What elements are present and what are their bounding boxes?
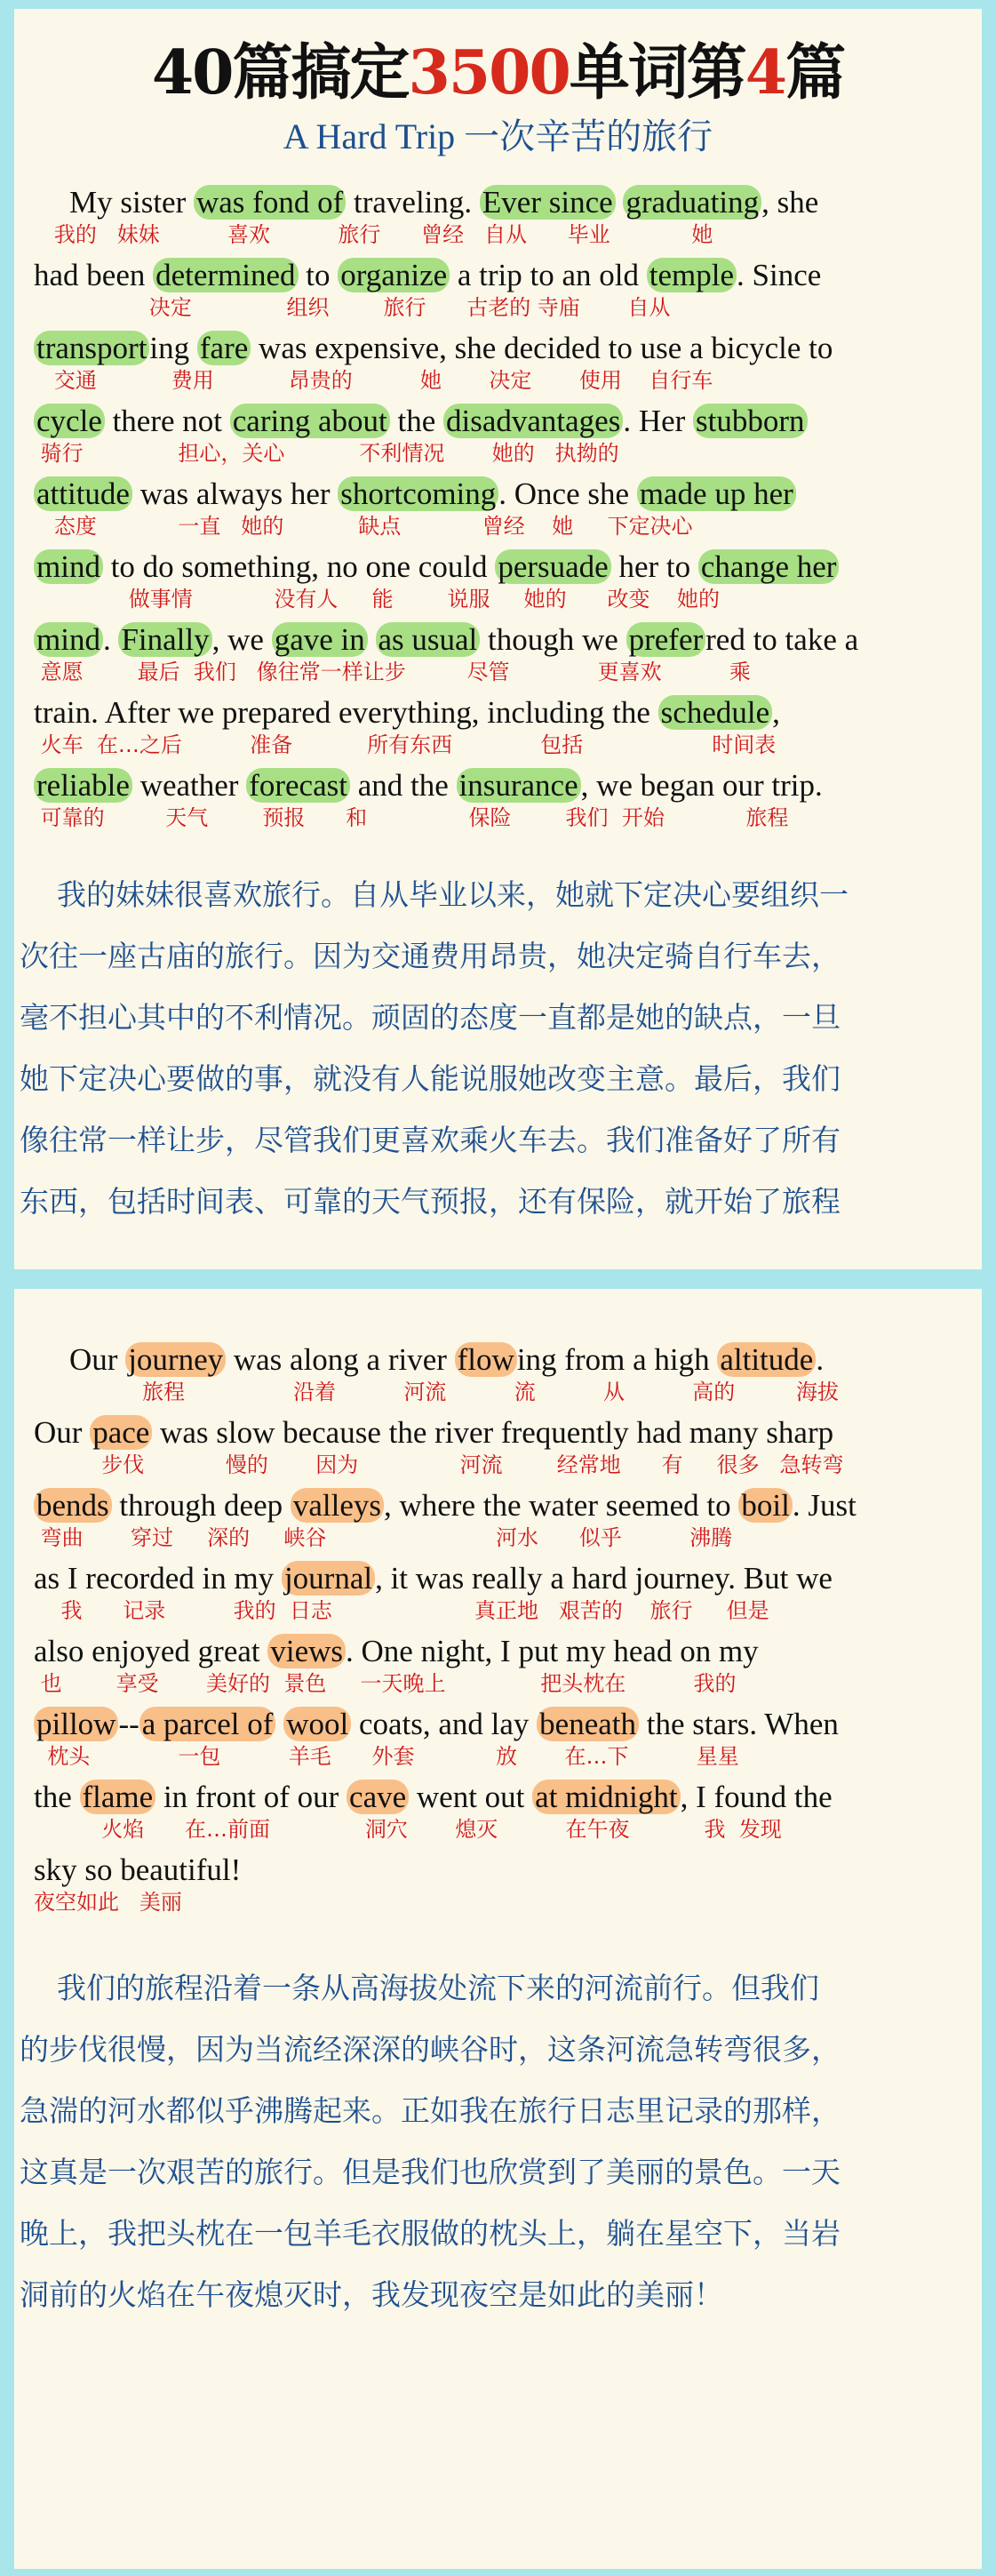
english-text: , she [761, 185, 819, 220]
highlighted-vocab-word: disadvantages [443, 404, 623, 438]
highlighted-vocab-word: altitude [717, 1342, 816, 1377]
chinese-gloss-line: 夜空如此 美丽 [34, 1890, 182, 1915]
chinese-gloss-line: 火焰 在…前面 洞穴 熄灭 在午夜 我 发现 [34, 1817, 782, 1842]
highlighted-vocab-word: journal [282, 1561, 375, 1596]
highlighted-vocab-word: a parcel of [139, 1707, 276, 1741]
highlighted-vocab-word: journey [125, 1342, 226, 1377]
page-title [14, 25, 982, 111]
title-word-count: 3500 [408, 37, 570, 108]
title-suffix: 篇 [785, 37, 845, 108]
english-text: red to take a [705, 622, 859, 657]
highlighted-vocab-word: temple [647, 258, 737, 292]
chinese-gloss-line: 骑行 担心，关心 不利情况 她的 执拗的 [34, 441, 619, 466]
english-text: also enjoyed great [34, 1634, 268, 1668]
translation-line: 洞前的火焰在午夜熄灭时，我发现夜空是如此的美丽！ [20, 2277, 723, 2312]
english-text: . Once she [498, 476, 637, 511]
chinese-gloss-line: 做事情 没有人 能 说服 她的 改变 她的 [34, 587, 720, 612]
english-text: sky so beautiful! [34, 1852, 242, 1887]
translation-line: 她下定决心要做的事，就没有人能说服她改变主意。最后，我们 [20, 1061, 841, 1096]
english-line [34, 476, 967, 512]
english-text: , where the water seemed to [384, 1488, 739, 1523]
translation-line: 的步伐很慢，因为当流经深深的峡谷时，这条河流急转弯很多， [20, 2032, 841, 2067]
english-text: , [772, 695, 780, 730]
english-passage-2 [34, 1342, 967, 1925]
highlighted-vocab-word: flow [455, 1342, 517, 1377]
highlighted-vocab-word: boil [738, 1488, 792, 1523]
chinese-gloss-line: 意愿 最后 我们 像往常一样让步 尽管 更喜欢 乘 [34, 660, 751, 684]
english-text: was expensive, she decided to use a bicycle to [251, 331, 833, 365]
highlighted-vocab-word: pillow [34, 1707, 118, 1741]
article-subtitle: A Hard Trip 一次辛苦的旅行 [283, 116, 713, 156]
highlighted-vocab-word: transport [34, 331, 149, 365]
title-prefix: 40篇搞定 [151, 37, 409, 108]
english-text: . Since [737, 258, 822, 292]
english-text: -- [118, 1707, 139, 1741]
highlighted-vocab-word: change her [698, 549, 840, 584]
english-text: , we [211, 622, 272, 657]
english-text: to do something, no one could [102, 549, 496, 584]
english-text: had been [34, 258, 154, 292]
highlighted-vocab-word: cave [347, 1780, 409, 1814]
translation-line: 急湍的河水都似乎沸腾起来。正如我在旅行日志里记录的那样， [20, 2093, 841, 2128]
english-line [34, 404, 967, 439]
highlighted-vocab-word: cycle [34, 404, 105, 438]
chinese-gloss-line: 步伐 慢的 因为 河流 经常地 有 很多 急转弯 [34, 1452, 844, 1477]
english-text: was slow because the river frequently had many sharp [152, 1415, 834, 1450]
highlighted-vocab-word: flame [80, 1780, 156, 1814]
english-text: in front of our [155, 1780, 347, 1814]
translation-line: 次往一座古庙的旅行。因为交通费用昂贵，她决定骑自行车去， [20, 939, 841, 973]
highlighted-vocab-word: views [267, 1634, 346, 1668]
title-article-number: 4 [745, 37, 786, 108]
highlighted-vocab-word: at midnight [532, 1780, 680, 1814]
highlighted-vocab-word: forecast [246, 768, 350, 803]
highlighted-vocab-word: gave in [272, 622, 368, 657]
translation-line: 我的妹妹很喜欢旅行。自从毕业以来，她就下定决心要组织一 [57, 877, 849, 912]
chinese-gloss-line: 我的 妹妹 喜欢 旅行 曾经 自从 毕业 她 [34, 222, 713, 247]
chinese-gloss-line: 我 记录 我的 日志 真正地 艰苦的 旅行 但是 [34, 1598, 769, 1623]
english-line [34, 331, 967, 366]
english-text: traveling. [346, 185, 480, 220]
highlighted-vocab-word: schedule [658, 695, 772, 730]
highlighted-vocab-word: made up her [637, 476, 796, 511]
translation-line: 这真是一次艰苦的旅行。但是我们也欣赏到了美丽的景色。一天 [20, 2155, 841, 2189]
chinese-gloss-line: 弯曲 穿过 深的 峡谷 河水 似乎 沸腾 [34, 1525, 733, 1550]
chinese-gloss-line: 态度 一直 她的 缺点 曾经 她 下定决心 [34, 514, 693, 539]
english-text: ing from a high [516, 1342, 718, 1377]
english-text: a trip to an old [450, 258, 647, 292]
highlighted-vocab-word: mind [34, 622, 103, 657]
highlighted-vocab-word: Finally [118, 622, 211, 657]
english-line [34, 1707, 967, 1742]
english-line [34, 1415, 967, 1451]
highlighted-vocab-word: caring about [230, 404, 390, 438]
highlighted-vocab-word: valleys [291, 1488, 384, 1523]
english-text [275, 1707, 283, 1741]
english-text: through deep [111, 1488, 291, 1523]
english-text: , we began our trip. [580, 768, 823, 803]
chinese-gloss-line: 火车 在…之后 准备 所有东西 包括 时间表 [34, 732, 777, 757]
english-text: though we [480, 622, 626, 657]
highlighted-vocab-word: mind [34, 549, 103, 584]
chinese-translation-2 [14, 1957, 982, 2325]
highlighted-vocab-word: graduating [623, 185, 761, 220]
english-text: to [298, 258, 339, 292]
highlighted-vocab-word: attitude [34, 476, 132, 511]
highlighted-vocab-word: pace [90, 1415, 152, 1450]
highlighted-vocab-word: organize [338, 258, 450, 292]
english-line [34, 1342, 967, 1378]
english-line [34, 1488, 967, 1524]
highlighted-vocab-word: beneath [537, 1707, 639, 1741]
english-text: there not [104, 404, 230, 438]
english-text: and the [349, 768, 457, 803]
chinese-translation-1 [14, 864, 982, 1232]
highlighted-vocab-word: Ever since [480, 185, 616, 220]
highlighted-vocab-word: wool [283, 1707, 351, 1741]
chinese-gloss-line: 决定 组织 旅行 古老的 寺庙 自从 [34, 295, 671, 320]
english-line [34, 695, 967, 731]
english-text: . Her [623, 404, 694, 438]
english-text: train. After we prepared everything, including the [34, 695, 658, 730]
english-text: , it was really a hard journey. But we [375, 1561, 833, 1596]
english-text: ing [149, 331, 197, 365]
chinese-gloss-line: 交通 费用 昂贵的 她 决定 使用 自行车 [34, 368, 713, 393]
english-line [34, 768, 967, 804]
article-card-part-2 [14, 1289, 982, 2569]
english-passage-1 [34, 185, 967, 841]
highlighted-vocab-word: as usual [376, 622, 481, 657]
english-text: weather [131, 768, 247, 803]
translation-line: 晚上，我把头枕在一包羊毛衣服做的枕头上，躺在星空下，当岩 [20, 2216, 841, 2251]
chinese-gloss-line: 可靠的 天气 预报 和 保险 我们 开始 旅程 [34, 805, 789, 830]
english-text: . One night, I put my head on my [346, 1634, 759, 1668]
english-text: . Just [792, 1488, 857, 1523]
english-line [34, 1780, 967, 1815]
english-text: Our [34, 1415, 91, 1450]
english-line [34, 1634, 967, 1669]
english-text: coats, and lay [351, 1707, 538, 1741]
english-text [368, 622, 376, 657]
english-line [34, 1561, 967, 1596]
highlighted-vocab-word: prefer [626, 622, 706, 657]
english-text: went out [409, 1780, 533, 1814]
english-text: Our [69, 1342, 126, 1377]
translation-line: 我们的旅程沿着一条从高海拔处流下来的河流前行。但我们 [57, 1971, 819, 2005]
highlighted-vocab-word: bends [34, 1488, 112, 1523]
highlighted-vocab-word: insurance [457, 768, 581, 803]
translation-line: 像往常一样让步，尽管我们更喜欢乘火车去。我们准备好了所有 [20, 1123, 841, 1157]
english-text: . [102, 622, 119, 657]
english-text: , I found the [680, 1780, 833, 1814]
highlighted-vocab-word: persuade [495, 549, 610, 584]
english-text: was along a river [226, 1342, 455, 1377]
highlighted-vocab-word: shortcoming [338, 476, 498, 511]
english-line [34, 258, 967, 293]
chinese-gloss-line: 旅程 沿着 河流 流 从 高的 海拔 [34, 1380, 839, 1404]
chinese-gloss-line: 也 享受 美好的 景色 一天晚上 把头枕在 我的 [34, 1671, 737, 1696]
english-text: the stars. When [639, 1707, 839, 1741]
english-text: . [816, 1342, 825, 1377]
english-line [34, 1852, 967, 1888]
translation-line: 东西，包括时间表、可靠的天气预报，还有保险，就开始了旅程 [20, 1184, 841, 1219]
english-text: was always her [131, 476, 339, 511]
english-text: the [34, 1780, 80, 1814]
highlighted-vocab-word: determined [153, 258, 298, 292]
article-card-part-1 [14, 9, 982, 1269]
title-middle: 单词第 [569, 37, 745, 108]
highlighted-vocab-word: reliable [34, 768, 132, 803]
highlighted-vocab-word: stubborn [693, 404, 808, 438]
chinese-gloss-line: 枕头 一包 羊毛 外套 放 在…下 星星 [34, 1744, 739, 1769]
english-text: as I recorded in my [34, 1561, 282, 1596]
english-line [34, 549, 967, 585]
highlighted-vocab-word: fare [197, 331, 251, 365]
english-line [34, 622, 967, 658]
english-text: the [389, 404, 443, 438]
translation-line: 毫不担心其中的不利情况。顽固的态度一直都是她的缺点，一旦 [20, 1000, 841, 1035]
highlighted-vocab-word: was fond of [194, 185, 346, 220]
english-line [34, 185, 967, 220]
english-text: My sister [69, 185, 194, 220]
english-text: her to [610, 549, 698, 584]
